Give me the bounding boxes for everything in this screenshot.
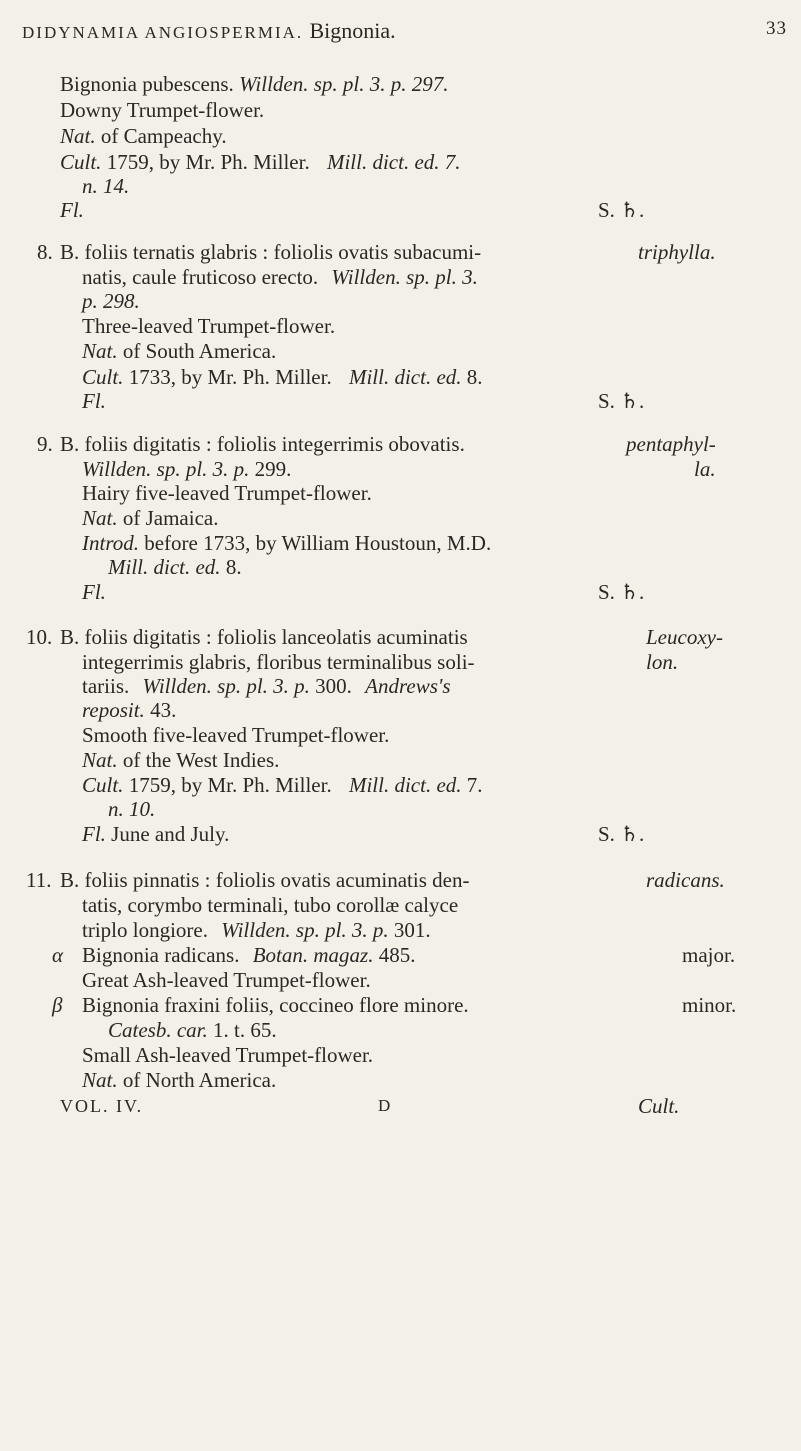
entry-number: 8. <box>37 240 53 264</box>
entry-line: Bignonia pubescens. Willden. sp. pl. 3. p. 297. <box>60 72 449 96</box>
variety-line: Bignonia fraxini foliis, coccineo flore minore. <box>82 993 469 1017</box>
running-header <box>22 18 787 48</box>
native-line: Nat. of the West Indies. <box>82 748 280 772</box>
flowering-line: Fl. June and July. <box>82 822 230 846</box>
flowering-label: Fl. <box>82 389 106 413</box>
flowering-label: Fl. <box>60 198 84 222</box>
diagnosis-line: B. foliis ternatis glabris : foliolis ovatis subacumi- <box>60 240 482 264</box>
habitat-symbol: S. ♄. <box>598 389 645 413</box>
running-title: DIDYNAMIA ANGIOSPERMIA. <box>22 23 304 42</box>
english-name: Smooth five-leaved Trumpet-flower. <box>82 723 390 747</box>
trivial-name: radicans. <box>646 868 725 892</box>
genus-heading: Bignonia. <box>309 18 396 43</box>
entry-number: 9. <box>37 432 53 456</box>
ref-continuation: reposit. 43. <box>82 698 177 722</box>
habitat-symbol: S. ♄. <box>598 580 645 604</box>
page-number: 33 <box>766 18 787 39</box>
flowering-label: Fl. <box>82 580 106 604</box>
trivial-name: pentaphyl- <box>626 432 716 456</box>
ref-line: Willden. sp. pl. 3. p. 299. <box>82 457 292 481</box>
english-name: Small Ash-leaved Trumpet-flower. <box>82 1043 374 1067</box>
introduction-line: Introd. before 1733, by William Houstoun, M.D. <box>82 531 492 555</box>
native-line: Nat. of North America. <box>82 1068 277 1092</box>
trivial-name-continuation: la. <box>694 457 716 481</box>
habitat-symbol: S. ♄. <box>598 822 645 846</box>
variety-marker-beta: β <box>52 993 63 1017</box>
variety-line: Bignonia radicans. Botan. magaz. 485. <box>82 943 416 967</box>
signature-mark: D <box>378 1096 391 1115</box>
english-name: Three-leaved Trumpet-flower. <box>82 314 336 338</box>
catchword: Cult. <box>638 1094 680 1118</box>
cult-line: Cult. 1759, by Mr. Ph. Miller. Mill. dict. ed. 7. <box>82 773 483 797</box>
ref-continuation: p. 298. <box>82 289 140 313</box>
english-name: Great Ash-leaved Trumpet-flower. <box>82 968 371 992</box>
diagnosis-line: tatis, corymbo terminali, tubo corollæ calyce <box>82 893 459 917</box>
native-line: Nat. of Campeachy. <box>60 124 227 148</box>
volume-label: VOL. IV. <box>60 1096 144 1116</box>
ref-continuation: n. 10. <box>108 797 156 821</box>
trivial-name-continuation: lon. <box>646 650 679 674</box>
native-line: Nat. of South America. <box>82 339 277 363</box>
trivial-name: triphylla. <box>638 240 716 264</box>
english-name: Hairy five-leaved Trumpet-flower. <box>82 481 372 505</box>
variety-name: major. <box>682 943 736 967</box>
cult-line: Cult. 1733, by Mr. Ph. Miller. Mill. dict. ed. 8. <box>82 365 483 389</box>
diagnosis-line: natis, caule fruticoso erecto. Willden. sp. pl. 3. <box>82 265 478 289</box>
habitat-symbol: S. ♄. <box>598 198 645 222</box>
entry-number: 10. <box>26 625 53 649</box>
diagnosis-line: triplo longiore. Willden. sp. pl. 3. p. 301. <box>82 918 431 942</box>
diagnosis-line: B. foliis pinnatis : foliolis ovatis acuminatis den- <box>60 868 470 892</box>
trivial-name: Leucoxy- <box>646 625 723 649</box>
english-name: Downy Trumpet-flower. <box>60 98 265 122</box>
diagnosis-line: tariis. Willden. sp. pl. 3. p. 300. Andrews's <box>82 674 451 698</box>
ref-continuation: Mill. dict. ed. 8. <box>108 555 242 579</box>
diagnosis-line: integerrimis glabris, floribus terminalibus soli- <box>82 650 475 674</box>
variety-name: minor. <box>682 993 737 1017</box>
ref-continuation: n. 14. <box>82 174 130 198</box>
variety-marker-alpha: α <box>52 943 64 967</box>
diagnosis-line: B. foliis digitatis : foliolis integerrimis obovatis. <box>60 432 465 456</box>
diagnosis-line: B. foliis digitatis : foliolis lanceolatis acuminatis <box>60 625 468 649</box>
ref-continuation: Catesb. car. 1. t. 65. <box>108 1018 277 1042</box>
entry-number: 11. <box>26 868 52 892</box>
cult-line: Cult. 1759, by Mr. Ph. Miller. Mill. dict. ed. 7. <box>60 150 461 174</box>
native-line: Nat. of Jamaica. <box>82 506 219 530</box>
